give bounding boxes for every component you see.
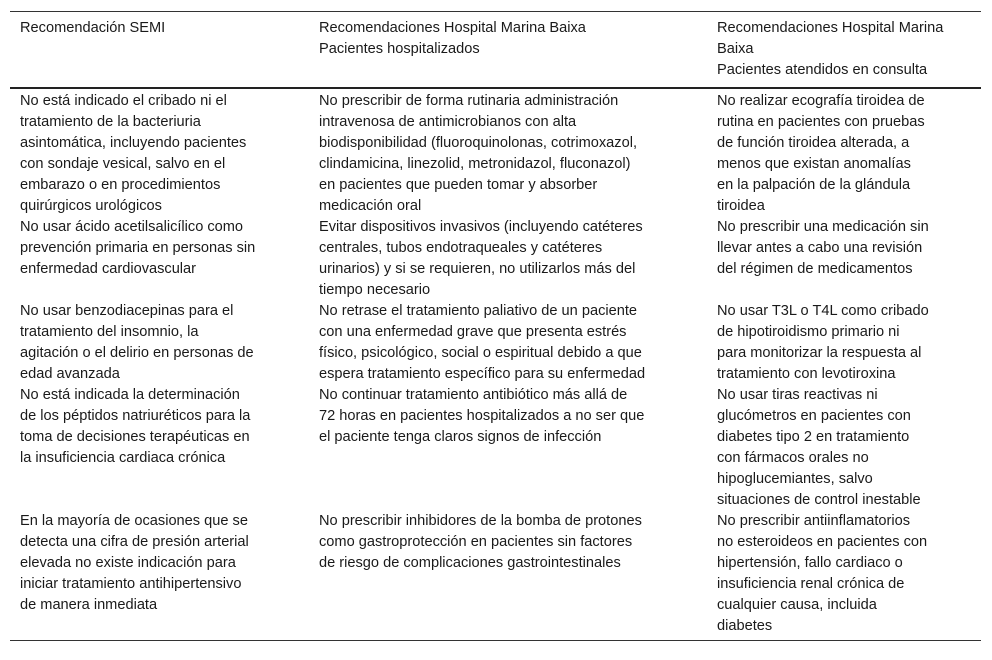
- cell-text-line: No usar ácido acetilsalicílico como: [20, 219, 244, 235]
- header-text-line: Pacientes hospitalizados: [319, 41, 480, 57]
- cell-text-line: No prescribir una medicación sin: [717, 219, 929, 235]
- cell-text-line: de los péptidos natriuréticos para la: [20, 408, 251, 424]
- semi-recommendation-cell: [10, 511, 309, 641]
- cell-text-line: No prescribir de forma rutinaria administración: [319, 93, 619, 109]
- cell-text-line: centrales, tubos endotraqueales y catéteres: [319, 240, 603, 256]
- cell-text-line: asintomática, incluyendo pacientes: [20, 135, 247, 151]
- recommendations-table: [10, 11, 981, 641]
- cell-text-line: del régimen de medicamentos: [717, 261, 913, 277]
- cell-text-line: prevención primaria en personas sin: [20, 240, 256, 256]
- outpatient-recommendation-cell: [707, 217, 981, 301]
- cell-text-line: con fármacos orales no: [717, 450, 869, 466]
- cell-text-line: no esteroideos en pacientes con: [717, 534, 928, 550]
- cell-text-line: en la palpación de la glándula: [717, 177, 911, 193]
- table-header: [10, 12, 981, 89]
- cell-text-line: de hipotiroidismo primario ni: [717, 324, 900, 340]
- cell-text-line: tratamiento del insomnio, la: [20, 324, 199, 340]
- cell-text-line: la insuficiencia cardiaca crónica: [20, 450, 226, 466]
- cell-text-line: intravenosa de antimicrobianos con alta: [319, 114, 577, 130]
- cell-text-line: No prescribir inhibidores de la bomba de protones: [319, 513, 642, 529]
- cell-text-line: agitación o el delirio en personas de: [20, 345, 254, 361]
- cell-text-line: glucómetros en pacientes con: [717, 408, 911, 424]
- outpatient-recommendation-cell: [707, 385, 981, 511]
- cell-text-line: 72 horas en pacientes hospitalizados a no ser que: [319, 408, 645, 424]
- cell-text-line: medicación oral: [319, 198, 422, 214]
- table-row: [10, 385, 981, 511]
- cell-text-line: embarazo o en procedimientos: [20, 177, 221, 193]
- cell-text-line: urinarios) y si se requieren, no utilizarlos más del: [319, 261, 636, 277]
- cell-text-line: en pacientes que pueden tomar y absorber: [319, 177, 598, 193]
- header-outpatient: [707, 12, 981, 89]
- header-text-line: Pacientes atendidos en consulta: [717, 62, 928, 78]
- table-row: [10, 511, 981, 641]
- cell-text-line: quirúrgicos urológicos: [20, 198, 162, 214]
- header-row: [10, 12, 981, 89]
- cell-text-line: tratamiento de la bacteriuria: [20, 114, 201, 130]
- header-text-line: Recomendaciones Hospital Marina Baixa: [319, 20, 586, 36]
- semi-recommendation-cell: [10, 301, 309, 385]
- recommendations-table-container: [10, 11, 981, 641]
- hospitalized-recommendation-cell: [309, 88, 707, 217]
- cell-text-line: situaciones de control inestable: [717, 492, 921, 508]
- cell-text-line: cualquier causa, incluida: [717, 597, 877, 613]
- cell-text-line: edad avanzada: [20, 366, 120, 382]
- cell-text-line: No continuar tratamiento antibiótico más allá de: [319, 387, 628, 403]
- outpatient-recommendation-cell: [707, 88, 981, 217]
- cell-text-line: espera tratamiento específico para su enfermedad: [319, 366, 646, 382]
- cell-text-line: de manera inmediata: [20, 597, 158, 613]
- cell-text-line: insuficiencia renal crónica de: [717, 576, 905, 592]
- cell-text-line: para monitorizar la respuesta al: [717, 345, 922, 361]
- cell-text-line: toma de decisiones terapéuticas en: [20, 429, 250, 445]
- semi-recommendation-cell: [10, 88, 309, 217]
- semi-recommendation-cell: [10, 217, 309, 301]
- hospitalized-recommendation-cell: [309, 511, 707, 641]
- header-text-line: Recomendación SEMI: [20, 20, 166, 36]
- header-semi: [10, 12, 309, 89]
- cell-text-line: No realizar ecografía tiroidea de: [717, 93, 925, 109]
- cell-text-line: No está indicada la determinación: [20, 387, 240, 403]
- cell-text-line: iniciar tratamiento antihipertensivo: [20, 576, 242, 592]
- cell-text-line: físico, psicológico, social o espiritual debido a que: [319, 345, 642, 361]
- cell-text-line: No está indicado el cribado ni el: [20, 93, 227, 109]
- hospitalized-recommendation-cell: [309, 385, 707, 511]
- cell-text-line: tratamiento con levotiroxina: [717, 366, 896, 382]
- cell-text-line: con sondaje vesical, salvo en el: [20, 156, 226, 172]
- cell-text-line: hipoglucemiantes, salvo: [717, 471, 873, 487]
- table-row: [10, 301, 981, 385]
- table-row: [10, 88, 981, 217]
- cell-text-line: detecta una cifra de presión arterial: [20, 534, 249, 550]
- cell-text-line: rutina en pacientes con pruebas: [717, 114, 925, 130]
- semi-recommendation-cell: [10, 385, 309, 511]
- cell-text-line: elevada no existe indicación para: [20, 555, 236, 571]
- cell-text-line: con una enfermedad grave que presenta estrés: [319, 324, 627, 340]
- cell-text-line: diabetes: [717, 618, 773, 634]
- cell-text-line: tiroidea: [717, 198, 765, 214]
- cell-text-line: No usar benzodiacepinas para el: [20, 303, 234, 319]
- header-text-line: Recomendaciones Hospital Marina: [717, 20, 944, 36]
- cell-text-line: No usar tiras reactivas ni: [717, 387, 878, 403]
- cell-text-line: No prescribir antiinflamatorios: [717, 513, 911, 529]
- cell-text-line: Evitar dispositivos invasivos (incluyendo catéteres: [319, 219, 643, 235]
- cell-text-line: No usar T3L o T4L como cribado: [717, 303, 929, 319]
- cell-text-line: el paciente tenga claros signos de infección: [319, 429, 602, 445]
- header-hospitalized: [309, 12, 707, 89]
- cell-text-line: enfermedad cardiovascular: [20, 261, 197, 277]
- hospitalized-recommendation-cell: [309, 217, 707, 301]
- cell-text-line: hipertensión, fallo cardiaco o: [717, 555, 903, 571]
- hospitalized-recommendation-cell: [309, 301, 707, 385]
- cell-text-line: biodisponibilidad (fluoroquinolonas, cotrimoxazol,: [319, 135, 638, 151]
- cell-text-line: como gastroprotección en pacientes sin factores: [319, 534, 633, 550]
- table-row: [10, 217, 981, 301]
- table-body: [10, 88, 981, 641]
- cell-text-line: En la mayoría de ocasiones que se: [20, 513, 248, 529]
- cell-text-line: de función tiroidea alterada, a: [717, 135, 910, 151]
- outpatient-recommendation-cell: [707, 301, 981, 385]
- cell-text-line: menos que existan anomalías: [717, 156, 911, 172]
- cell-text-line: de riesgo de complicaciones gastrointestinales: [319, 555, 621, 571]
- cell-text-line: llevar antes a cabo una revisión: [717, 240, 923, 256]
- cell-text-line: tiempo necesario: [319, 282, 431, 298]
- cell-text-line: clindamicina, linezolid, metronidazol, fluconazol): [319, 156, 631, 172]
- outpatient-recommendation-cell: [707, 511, 981, 641]
- header-text-line: Baixa: [717, 41, 754, 57]
- cell-text-line: No retrase el tratamiento paliativo de un paciente: [319, 303, 638, 319]
- cell-text-line: diabetes tipo 2 en tratamiento: [717, 429, 910, 445]
